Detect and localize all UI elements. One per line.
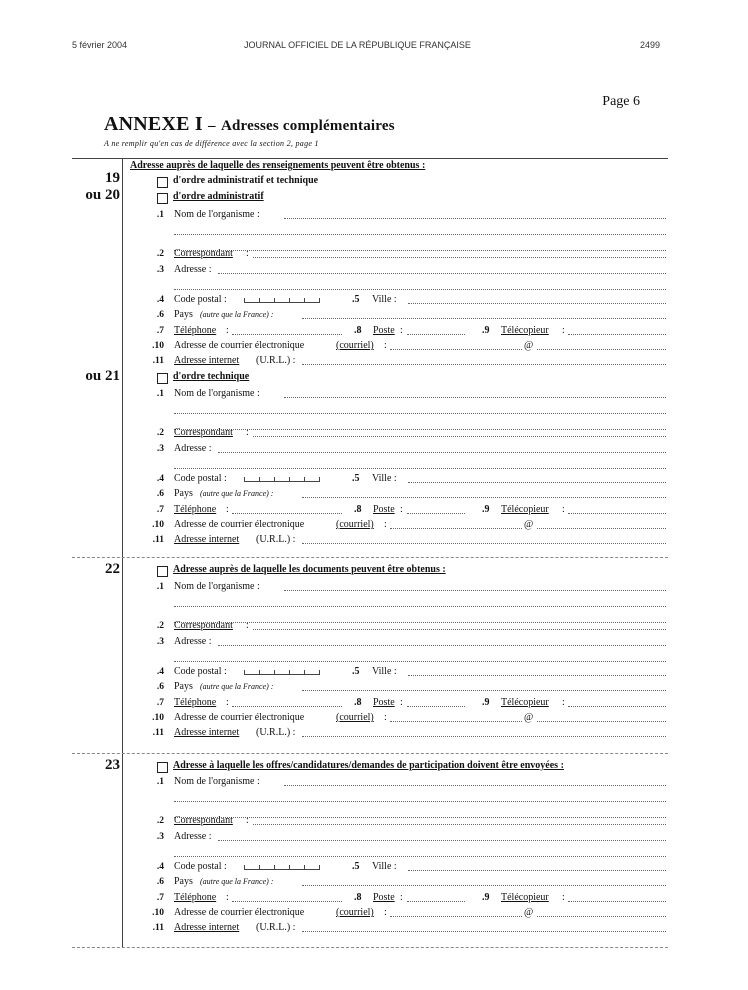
b21-correspondant-field[interactable] [253, 427, 666, 437]
b22-telephone-field[interactable] [232, 697, 342, 707]
b20-n5: .5 [352, 294, 360, 305]
b23-nom-field[interactable] [284, 776, 666, 786]
b21-n7: .7 [156, 505, 164, 515]
b23-telephone-colon: : [226, 892, 229, 903]
annex-title-main: ANNEXE I [104, 113, 203, 135]
b20-at-sign: @ [524, 340, 534, 351]
b20-pays-note: (autre que la France) : [200, 310, 274, 319]
b20-telephone-field[interactable] [232, 325, 342, 335]
header-journal: JOURNAL OFFICIEL DE LA RÉPUBLIQUE FRANÇAISE [244, 40, 471, 50]
checkbox-admin[interactable] [157, 193, 168, 204]
b23-code-postal-field[interactable] [244, 863, 320, 870]
b20-telecopieur-field[interactable] [568, 325, 666, 335]
b21-adresse-field-2[interactable] [174, 459, 666, 469]
b23-url-label: (U.R.L.) : [256, 922, 296, 933]
b21-nom-field-2[interactable] [174, 404, 666, 414]
b23-courriel-field[interactable] [390, 907, 522, 917]
b20-internet-label: Adresse internet [174, 355, 240, 366]
b22-telecopieur-colon: : [562, 697, 565, 708]
b21-n4: .4 [156, 474, 164, 484]
b23-pays-field[interactable] [302, 876, 666, 886]
b20-adresse-label: Adresse : [174, 264, 212, 275]
b22-adresse-field-2[interactable] [174, 652, 666, 662]
b22-nom-field-2[interactable] [174, 597, 666, 607]
b23-ville-field[interactable] [408, 861, 666, 871]
b23-courriel-label: (courriel) [336, 907, 374, 918]
b23-adresse-field-2[interactable] [174, 847, 666, 857]
divider-23 [72, 753, 668, 754]
b21-n1: .1 [156, 389, 164, 399]
b21-telecopieur-label: Télécopieur [501, 504, 549, 515]
b23-telecopieur-field[interactable] [568, 892, 666, 902]
b22-nom-field[interactable] [284, 581, 666, 591]
b23-n5: .5 [352, 861, 360, 872]
b23-correspondant-colon: : [246, 815, 249, 826]
b21-courriel-colon: : [384, 519, 387, 530]
b20-nom-label: Nom de l'organisme : [174, 209, 260, 220]
b20-code-postal-field[interactable] [244, 296, 320, 303]
b21-poste-colon: : [400, 504, 403, 515]
divider-22 [72, 557, 668, 558]
b20-telephone-label: Téléphone [174, 325, 217, 336]
b22-courriel-colon: : [384, 712, 387, 723]
heading-22: Adresse auprès de laquelle les documents peuvent être obtenus : [173, 564, 446, 575]
b23-code-postal-label: Code postal : [174, 861, 227, 872]
b22-n2: .2 [156, 621, 164, 631]
b21-telecopieur-field[interactable] [568, 504, 666, 514]
b21-telephone-colon: : [226, 504, 229, 515]
b20-telecopieur-label: Télécopieur [501, 325, 549, 336]
b22-code-postal-field[interactable] [244, 668, 320, 675]
intro-heading: Adresse auprès de laquelle des renseignements peuvent être obtenus : [130, 160, 426, 171]
b22-n11: .11 [152, 728, 164, 738]
b22-url-label: (U.R.L.) : [256, 727, 296, 738]
b20-poste-field[interactable] [407, 325, 465, 335]
b23-n9: .9 [482, 892, 490, 903]
b23-courriel-domain-field[interactable] [537, 907, 666, 917]
b23-courrier-label: Adresse de courrier électronique [174, 907, 305, 918]
b22-courriel-label: (courriel) [336, 712, 374, 723]
b23-nom-field-2[interactable] [174, 792, 666, 802]
b23-poste-colon: : [400, 892, 403, 903]
b21-internet-label: Adresse internet [174, 534, 240, 545]
b23-adresse-label: Adresse : [174, 831, 212, 842]
annex-title-subtitle: Adresses complémentaires [220, 118, 395, 134]
b22-telephone-colon: : [226, 697, 229, 708]
b23-n7: .7 [156, 893, 164, 903]
b23-telephone-field[interactable] [232, 892, 342, 902]
b23-correspondant-label: Correspondant [174, 815, 233, 826]
b22-at-sign: @ [524, 712, 534, 723]
b22-telecopieur-label: Télécopieur [501, 697, 549, 708]
b20-courriel-domain-field[interactable] [537, 340, 666, 350]
section-number-20: ou 20 [85, 187, 120, 203]
b20-correspondant-field[interactable] [253, 248, 666, 258]
b22-internet-label: Adresse internet [174, 727, 240, 738]
b22-correspondant-label: Correspondant [174, 620, 233, 631]
checkbox-tech[interactable] [157, 373, 168, 384]
b22-correspondant-colon: : [246, 620, 249, 631]
b23-telecopieur-label: Télécopieur [501, 892, 549, 903]
bottom-rule [72, 947, 668, 948]
checkbox-23[interactable] [157, 762, 168, 773]
b23-n10: .10 [152, 908, 164, 918]
header-date: 5 février 2004 [72, 40, 128, 50]
b20-telephone-colon: : [226, 325, 229, 336]
b21-ville-label: Ville : [372, 473, 397, 484]
annex-note: A ne remplir qu'en cas de différence avec la section 2, page 1 [104, 139, 319, 148]
b22-n8: .8 [354, 697, 362, 708]
header-page-number: 2499 [640, 40, 661, 50]
b20-n2: .2 [156, 249, 164, 259]
b22-telephone-label: Téléphone [174, 697, 217, 708]
b20-n10: .10 [152, 341, 164, 351]
b22-n4: .4 [156, 667, 164, 677]
b20-url-label: (U.R.L.) : [256, 355, 296, 366]
b22-n9: .9 [482, 697, 490, 708]
b20-n3: .3 [156, 265, 164, 275]
b20-poste-label: Poste [373, 325, 395, 336]
b22-nom-label: Nom de l'organisme : [174, 581, 260, 592]
b20-n7: .7 [156, 326, 164, 336]
b22-n5: .5 [352, 666, 360, 677]
option-admin-label: d'ordre administratif [173, 191, 264, 202]
b23-correspondant-field[interactable] [253, 815, 666, 825]
b20-pays-label: Pays [174, 309, 193, 320]
b20-n1: .1 [156, 210, 164, 220]
page-label: Page 6 [602, 94, 640, 109]
b22-poste-field[interactable] [407, 697, 465, 707]
b20-url-field[interactable] [302, 355, 666, 365]
section-number-19: 19 [105, 170, 120, 186]
b20-n9: .9 [482, 325, 490, 336]
b22-courriel-domain-field[interactable] [537, 712, 666, 722]
b21-telecopieur-colon: : [562, 504, 565, 515]
b21-ville-field[interactable] [408, 473, 666, 483]
b20-n4: .4 [156, 295, 164, 305]
b22-n6: .6 [156, 682, 164, 692]
b20-correspondant-colon: : [246, 248, 249, 259]
b20-n11: .11 [152, 356, 164, 366]
b23-courriel-colon: : [384, 907, 387, 918]
b22-courrier-label: Adresse de courrier électronique [174, 712, 305, 723]
b22-adresse-label: Adresse : [174, 636, 212, 647]
b21-url-field[interactable] [302, 534, 666, 544]
b23-poste-field[interactable] [407, 892, 465, 902]
b21-adresse-label: Adresse : [174, 443, 212, 454]
b21-at-sign: @ [524, 519, 534, 530]
b21-nom-field[interactable] [284, 388, 666, 398]
b21-code-postal-field[interactable] [244, 475, 320, 482]
b21-courriel-field[interactable] [390, 519, 522, 529]
b21-poste-field[interactable] [407, 504, 465, 514]
b23-at-sign: @ [524, 907, 534, 918]
b22-n3: .3 [156, 637, 164, 647]
b21-pays-field[interactable] [302, 488, 666, 498]
option-admin-tech-label: d'ordre administratif et technique [173, 175, 319, 186]
annex-title [104, 113, 395, 136]
b21-n6: .6 [156, 489, 164, 499]
option-tech-label: d'ordre technique [173, 371, 250, 382]
b21-pays-label: Pays [174, 488, 193, 499]
b21-nom-label: Nom de l'organisme : [174, 388, 260, 399]
b21-courriel-label: (courriel) [336, 519, 374, 530]
left-column-rule [122, 158, 123, 948]
b21-courrier-label: Adresse de courrier électronique [174, 519, 305, 530]
b22-poste-label: Poste [373, 697, 395, 708]
b21-poste-label: Poste [373, 504, 395, 515]
b23-telecopieur-colon: : [562, 892, 565, 903]
b20-adresse-field-2[interactable] [174, 280, 666, 290]
b21-n10: .10 [152, 520, 164, 530]
b22-adresse-field[interactable] [218, 636, 666, 646]
b23-ville-label: Ville : [372, 861, 397, 872]
b21-adresse-field[interactable] [218, 443, 666, 453]
b20-nom-field[interactable] [284, 209, 666, 219]
b20-courrier-label: Adresse de courrier électronique [174, 340, 305, 351]
b22-pays-label: Pays [174, 681, 193, 692]
b21-code-postal-label: Code postal : [174, 473, 227, 484]
b21-url-label: (U.R.L.) : [256, 534, 296, 545]
b23-pays-note: (autre que la France) : [200, 877, 274, 886]
section-number-22: 22 [105, 561, 120, 577]
b20-ville-field[interactable] [408, 294, 666, 304]
b20-adresse-field[interactable] [218, 264, 666, 274]
b20-poste-colon: : [400, 325, 403, 336]
b20-courriel-colon: : [384, 340, 387, 351]
b23-telephone-label: Téléphone [174, 892, 217, 903]
b22-poste-colon: : [400, 697, 403, 708]
b23-nom-label: Nom de l'organisme : [174, 776, 260, 787]
b21-n11: .11 [152, 535, 164, 545]
b21-correspondant-label: Correspondant [174, 427, 233, 438]
b23-n1: .1 [156, 777, 164, 787]
b22-courriel-field[interactable] [390, 712, 522, 722]
b21-pays-note: (autre que la France) : [200, 489, 274, 498]
b22-pays-field[interactable] [302, 681, 666, 691]
section-number-23: 23 [105, 757, 120, 773]
b22-n7: .7 [156, 698, 164, 708]
b20-nom-field-2[interactable] [174, 225, 666, 235]
b20-code-postal-label: Code postal : [174, 294, 227, 305]
b23-pays-label: Pays [174, 876, 193, 887]
b21-courriel-domain-field[interactable] [537, 519, 666, 529]
b21-n2: .2 [156, 428, 164, 438]
b23-n3: .3 [156, 832, 164, 842]
b21-correspondant-colon: : [246, 427, 249, 438]
b21-n9: .9 [482, 504, 490, 515]
b22-code-postal-label: Code postal : [174, 666, 227, 677]
b22-n10: .10 [152, 713, 164, 723]
b21-telephone-field[interactable] [232, 504, 342, 514]
checkbox-admin-tech[interactable] [157, 177, 168, 188]
heading-23: Adresse à laquelle les offres/candidatures/demandes de participation doivent être envoyées : [173, 760, 564, 771]
b22-n1: .1 [156, 582, 164, 592]
b20-pays-field[interactable] [302, 309, 666, 319]
b20-n8: .8 [354, 325, 362, 336]
b22-ville-field[interactable] [408, 666, 666, 676]
checkbox-22[interactable] [157, 566, 168, 577]
b20-n6: .6 [156, 310, 164, 320]
b23-n2: .2 [156, 816, 164, 826]
b22-url-field[interactable] [302, 727, 666, 737]
annex-title-dash: – [208, 118, 216, 134]
b23-internet-label: Adresse internet [174, 922, 240, 933]
b21-n5: .5 [352, 473, 360, 484]
b23-n6: .6 [156, 877, 164, 887]
section-number-21: ou 21 [85, 368, 120, 384]
b20-courriel-label: (courriel) [336, 340, 374, 351]
b20-courriel-field[interactable] [390, 340, 522, 350]
b22-ville-label: Ville : [372, 666, 397, 677]
b23-n8: .8 [354, 892, 362, 903]
b23-url-field[interactable] [302, 922, 666, 932]
b21-n3: .3 [156, 444, 164, 454]
b23-poste-label: Poste [373, 892, 395, 903]
b22-telecopieur-field[interactable] [568, 697, 666, 707]
b23-n11: .11 [152, 923, 164, 933]
b20-correspondant-label: Correspondant [174, 248, 233, 259]
b21-n8: .8 [354, 504, 362, 515]
b21-telephone-label: Téléphone [174, 504, 217, 515]
b20-ville-label: Ville : [372, 294, 397, 305]
b22-pays-note: (autre que la France) : [200, 682, 274, 691]
b20-telecopieur-colon: : [562, 325, 565, 336]
b22-correspondant-field[interactable] [253, 620, 666, 630]
b23-n4: .4 [156, 862, 164, 872]
b23-adresse-field[interactable] [218, 831, 666, 841]
